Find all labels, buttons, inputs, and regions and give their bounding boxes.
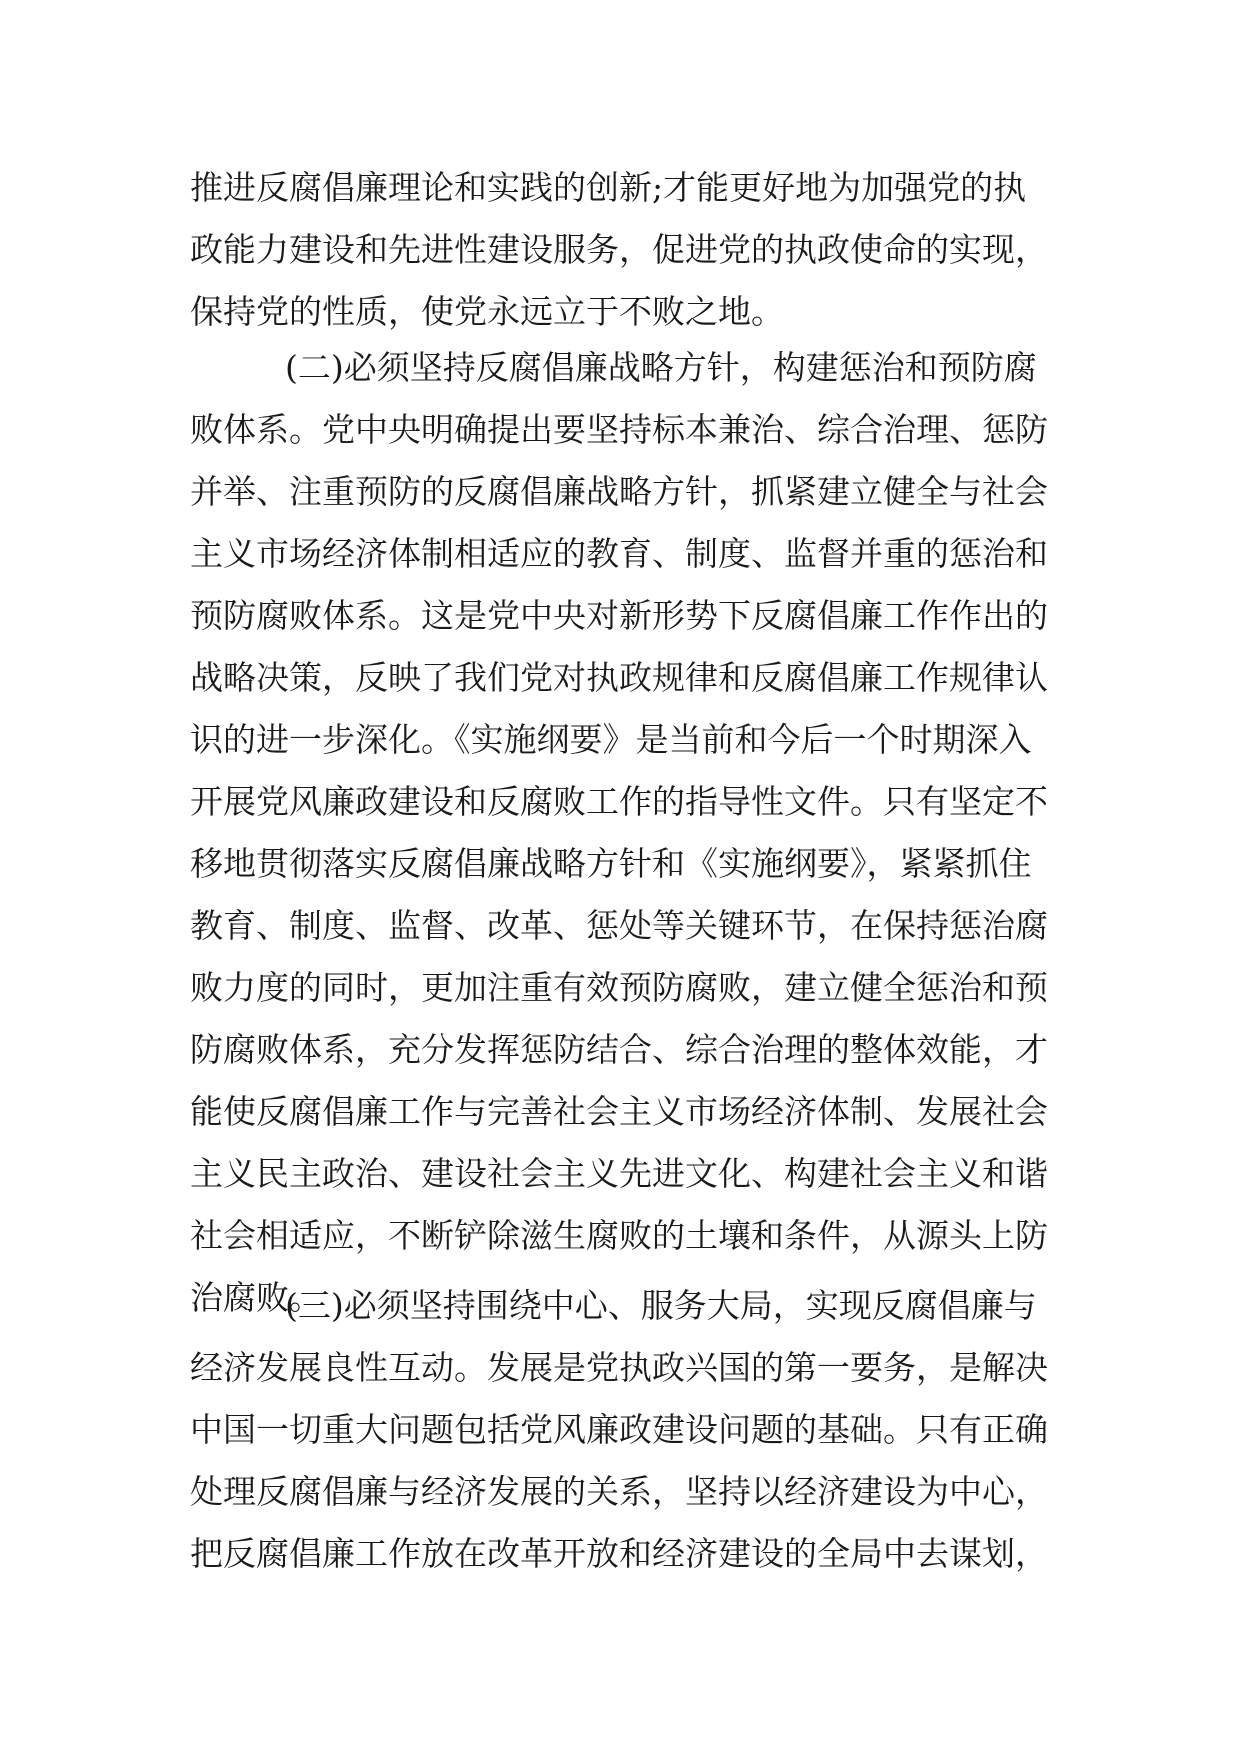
text-line: (三)必须坚持围绕中心、服务大局，实现反腐倡廉与 (285, 1286, 1037, 1325)
text-line: 处理反腐倡廉与经济发展的关系，坚持以经济建设为中心， (190, 1472, 1048, 1511)
text-line: 败力度的同时，更加注重有效预防腐败，建立健全惩治和预 (190, 968, 1048, 1007)
text-line: 主义市场经济体制相适应的教育、制度、监督并重的惩治和 (190, 534, 1048, 573)
text-line: 识的进一步深化。《实施纲要》是当前和今后一个时期深入 (190, 720, 1032, 759)
text-line: 社会相适应，不断铲除滋生腐败的土壤和条件，从源头上防 (190, 1216, 1048, 1255)
text-line: 把反腐倡廉工作放在改革开放和经济建设的全局中去谋划， (190, 1534, 1048, 1573)
paragraph-1 (190, 157, 1050, 343)
text-line: 教育、制度、监督、改革、惩处等关键环节，在保持惩治腐 (190, 906, 1048, 945)
text-line: 预防腐败体系。这是党中央对新形势下反腐倡廉工作作出的 (190, 596, 1048, 635)
text-line: (二)必须坚持反腐倡廉战略方针，构建惩治和预防腐 (285, 348, 1037, 387)
text-line: 主义民主政治、建设社会主义先进文化、构建社会主义和谐 (190, 1154, 1048, 1193)
text-line: 能使反腐倡廉工作与完善社会主义市场经济体制、发展社会 (190, 1092, 1048, 1131)
text-line: 中国一切重大问题包括党风廉政建设问题的基础。只有正确 (190, 1410, 1048, 1449)
text-line: 保持党的性质，使党永远立于不败之地。 (190, 292, 784, 331)
text-line: 败体系。党中央明确提出要坚持标本兼治、综合治理、惩防 (190, 410, 1048, 449)
text-line: 经济发展良性互动。发展是党执政兴国的第一要务，是解决 (190, 1348, 1048, 1387)
text-line: 推进反腐倡廉理论和实践的创新;才能更好地为加强党的执 (190, 168, 1027, 207)
text-line: 战略决策，反映了我们党对执政规律和反腐倡廉工作规律认 (190, 658, 1048, 697)
text-line: 治腐败。 (190, 1278, 322, 1317)
paragraph-2 (190, 337, 1050, 1329)
text-line: 防腐败体系，充分发挥惩防结合、综合治理的整体效能，才 (190, 1030, 1048, 1069)
text-line: 政能力建设和先进性建设服务，促进党的执政使命的实现， (190, 230, 1048, 269)
paragraph-3 (190, 1275, 1050, 1585)
text-line: 开展党风廉政建设和反腐败工作的指导性文件。只有坚定不 (190, 782, 1048, 821)
text-line: 移地贯彻落实反腐倡廉战略方针和《实施纲要》，紧紧抓住 (190, 844, 1032, 883)
text-line: 并举、注重预防的反腐倡廉战略方针，抓紧建立健全与社会 (190, 472, 1048, 511)
